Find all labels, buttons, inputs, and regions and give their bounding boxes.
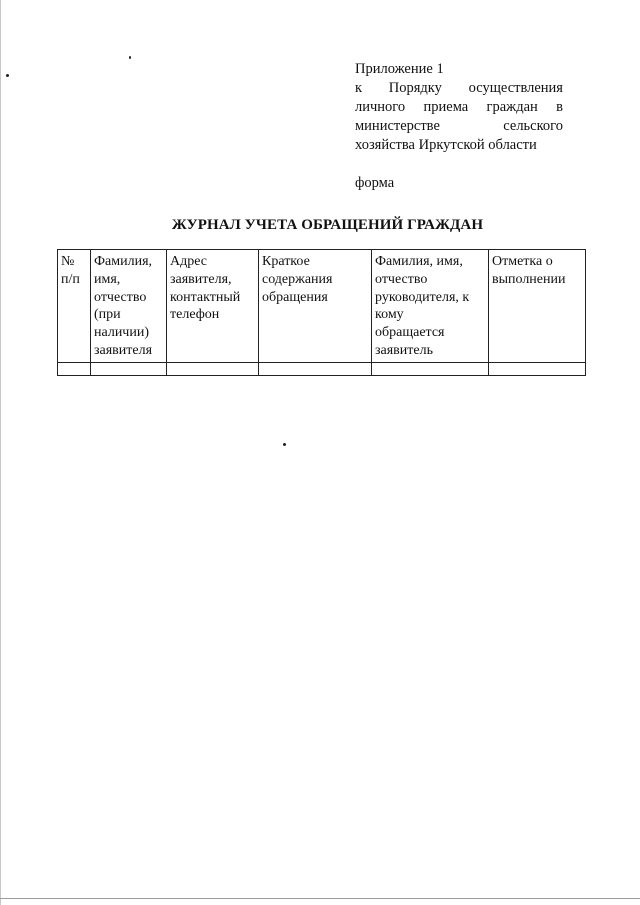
column-header-address: Адрес заявителя, контактный телефон	[167, 250, 259, 363]
column-header-summary: Краткое содержания обращения	[259, 250, 372, 363]
table-cell	[489, 362, 586, 375]
scan-speck	[283, 443, 286, 446]
table-row	[58, 362, 586, 375]
form-label: форма	[355, 175, 395, 191]
appendix-word: осуществления	[468, 80, 563, 96]
table-cell	[167, 362, 259, 375]
appendix-word: в	[556, 99, 563, 115]
appendix-line	[355, 98, 563, 117]
scan-edge-line	[0, 898, 640, 899]
appendix-line: хозяйства Иркутской области	[355, 137, 537, 153]
appendix-line	[355, 117, 563, 136]
appendix-word: личного	[355, 99, 406, 115]
column-header-applicant-name: Фамилия, имя, отчество (при наличии) заявителя	[91, 250, 167, 363]
appendix-title: Приложение 1	[355, 61, 444, 77]
appendix-word: министерстве	[355, 118, 440, 134]
appendix-header	[355, 60, 563, 193]
table-cell	[91, 362, 167, 375]
column-header-manager: Фамилия, имя, отчество руководителя, к кому обращается заявитель	[372, 250, 489, 363]
appendix-word: сельского	[503, 118, 563, 134]
scan-speck	[129, 56, 131, 59]
page-edge-line	[0, 0, 1, 905]
journal-title: ЖУРНАЛ УЧЕТА ОБРАЩЕНИЙ ГРАЖДАН	[171, 217, 484, 233]
appendix-word: к	[355, 80, 363, 96]
journal-table	[57, 249, 586, 376]
appendix-word: граждан	[486, 99, 538, 115]
column-header-number: № п/п	[58, 250, 91, 363]
column-header-completion: Отметка о выполнении	[489, 250, 586, 363]
table-cell	[372, 362, 489, 375]
table-cell	[58, 362, 91, 375]
table-cell	[259, 362, 372, 375]
appendix-word: Порядку	[388, 80, 442, 96]
scan-speck	[6, 74, 9, 77]
table-header-row	[58, 250, 586, 363]
appendix-line	[355, 79, 563, 98]
appendix-word: приема	[423, 99, 469, 115]
